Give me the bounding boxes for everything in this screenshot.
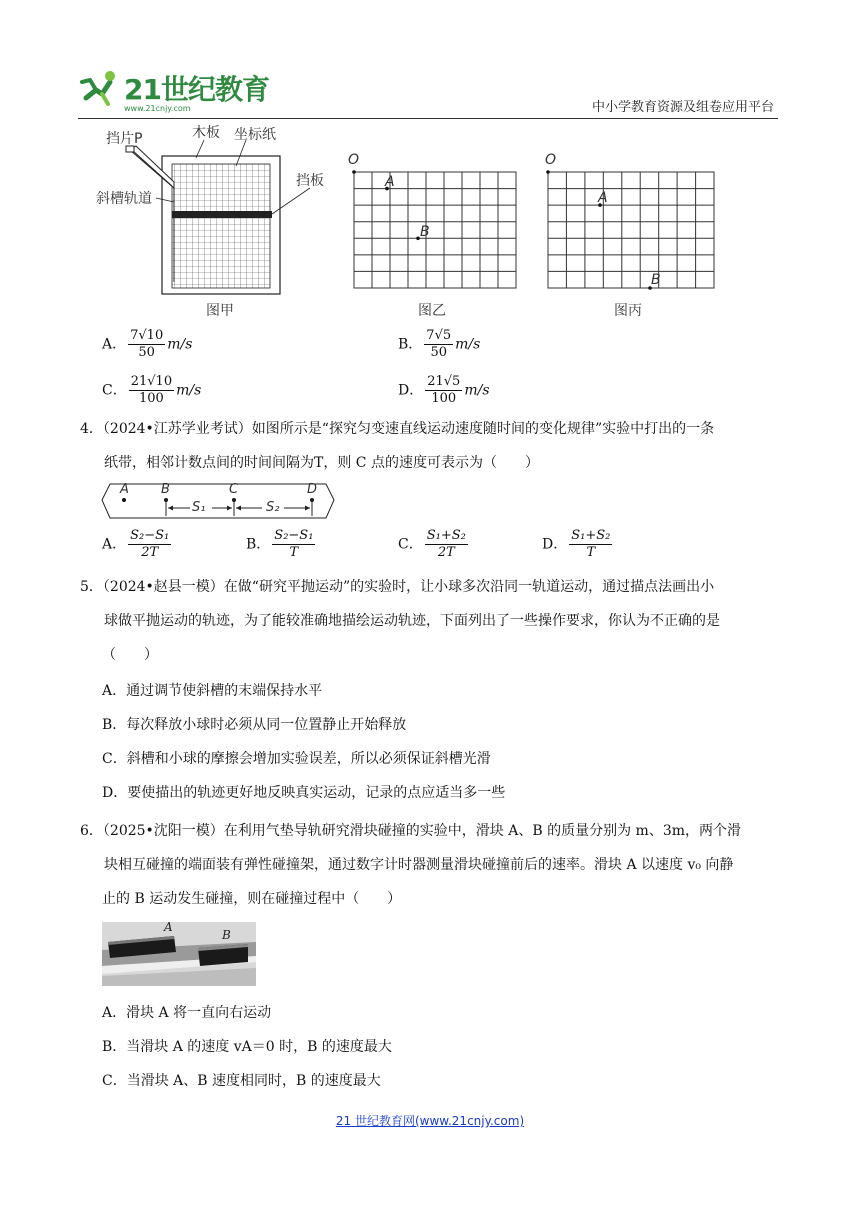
caption-yi: 图乙 [418, 303, 446, 319]
tape-s1: S₁ [192, 500, 206, 515]
grid-yi [340, 152, 530, 294]
footer-link[interactable]: 21 世纪教育网(www.21cnjy.com) [335, 1114, 525, 1128]
header-divider [78, 118, 778, 119]
logo [80, 68, 269, 113]
yi-point-b: B [420, 224, 430, 240]
q3-option-b: B． $\frac{7√5}{50}$ m/s [398, 328, 481, 360]
q4-option-c: C． $\frac{\text{S₁+S₂}}{2T}$ [398, 528, 466, 560]
q6-line2: 块相互碰撞的端面装有弹性碰撞架，通过数字计时器测量滑块碰撞前后的速率。滑块 A 以速度 v₀ 向静 [104, 857, 734, 873]
q5-line1: 5．（2024•赵县一模）在做“研究平抛运动”的实验时，让小球多次沿同一轨道运动，通过描点法画出小 [80, 579, 715, 595]
logo-url: www.21cnjy.com [124, 104, 191, 113]
tape-point-d: D [307, 482, 318, 497]
q6-line1: 6．（2025•沈阳一模）在利用气垫导轨研究滑块碰撞的实验中，滑块 A、B 的质量分别为 m、3m，两个滑 [80, 823, 741, 839]
grid-bing [534, 152, 724, 294]
bing-point-a: A [598, 190, 608, 206]
paper-tape [100, 478, 340, 524]
tape-point-b: B [161, 482, 170, 497]
air-track-illustration [102, 922, 256, 986]
photo-label-b: B [222, 928, 231, 942]
photo-label-a: A [164, 920, 173, 934]
label-dangban: 挡板 [296, 173, 324, 189]
q3-option-a: A． $\frac{7√10}{50}$ m/s [102, 328, 193, 360]
q5-option-c: C．斜槽和小球的摩擦会增加实验误差，所以必须保证斜槽光滑 [102, 751, 491, 767]
runner-logo-icon [80, 68, 124, 108]
yi-origin: O [348, 152, 360, 168]
q4-option-a: A． $\frac{\text{S₂−S₁}}{2T}$ [102, 528, 170, 560]
q6-line3: 止的 B 运动发生碰撞，则在碰撞过程中（ ） [102, 891, 402, 907]
q4-option-d: D． $\frac{\text{S₁+S₂}}{T}$ [542, 528, 611, 560]
q6-option-c: C．当滑块 A、B 速度相同时，B 的速度最大 [102, 1073, 381, 1089]
baffle-bar [172, 211, 272, 218]
logo-text: 21世纪教育 [124, 73, 269, 106]
tape-point-a: A [120, 482, 129, 497]
label-xiecao: 斜槽轨道 [96, 191, 152, 207]
tape-s2: S₂ [266, 500, 280, 515]
tape-point-c: C [229, 482, 239, 497]
q5-option-a: A．通过调节使斜槽的末端保持水平 [102, 683, 323, 699]
q6-option-b: B．当滑块 A 的速度 vA＝0 时，B 的速度最大 [102, 1039, 392, 1055]
q5-line2: 球做平抛运动的轨迹，为了能较准确地描绘运动轨迹，下面列出了一些操作要求，你认为不正确的是 [104, 613, 720, 629]
platform-name: 中小学教育资源及组卷应用平台 [591, 100, 774, 115]
apparatus-figure [96, 122, 340, 300]
coordinate-paper [172, 164, 270, 288]
q5-option-b: B．每次释放小球时必须从同一位置静止开始释放 [102, 717, 407, 733]
q3-option-c: C． $\frac{21√10}{100}$ m/s [102, 374, 202, 406]
q5-option-d: D．要使描出的轨迹更好地反映真实运动，记录的点应适当多一些 [102, 785, 506, 801]
q3-option-d: D． $\frac{21√5}{100}$ m/s [398, 374, 490, 406]
q5-line3: （ ） [102, 647, 158, 663]
caption-jia: 图甲 [206, 303, 234, 319]
label-zuobiaozhi: 坐标纸 [234, 127, 276, 143]
caption-bing: 图丙 [614, 303, 642, 319]
q4-line2: 纸带，相邻计数点间的时间间隔为T，则 C 点的速度可表示为（ ） [104, 455, 539, 471]
q6-option-a: A．滑块 A 将一直向右运动 [102, 1005, 272, 1021]
air-track-photo [102, 922, 256, 986]
q4-option-b: B． $\frac{\text{S₂−S₁}}{T}$ [246, 528, 314, 560]
q4-line1: 4．（2024•江苏学业考试）如图所示是“探究匀变速直线运动速度随时间的变化规律”实验中打出的一条 [80, 421, 715, 437]
bing-point-b: B [651, 272, 661, 288]
yi-point-a: A [385, 174, 395, 190]
bing-origin: O [545, 152, 557, 168]
label-dangpian: 挡片P [106, 131, 143, 147]
label-muban: 木板 [192, 125, 220, 141]
